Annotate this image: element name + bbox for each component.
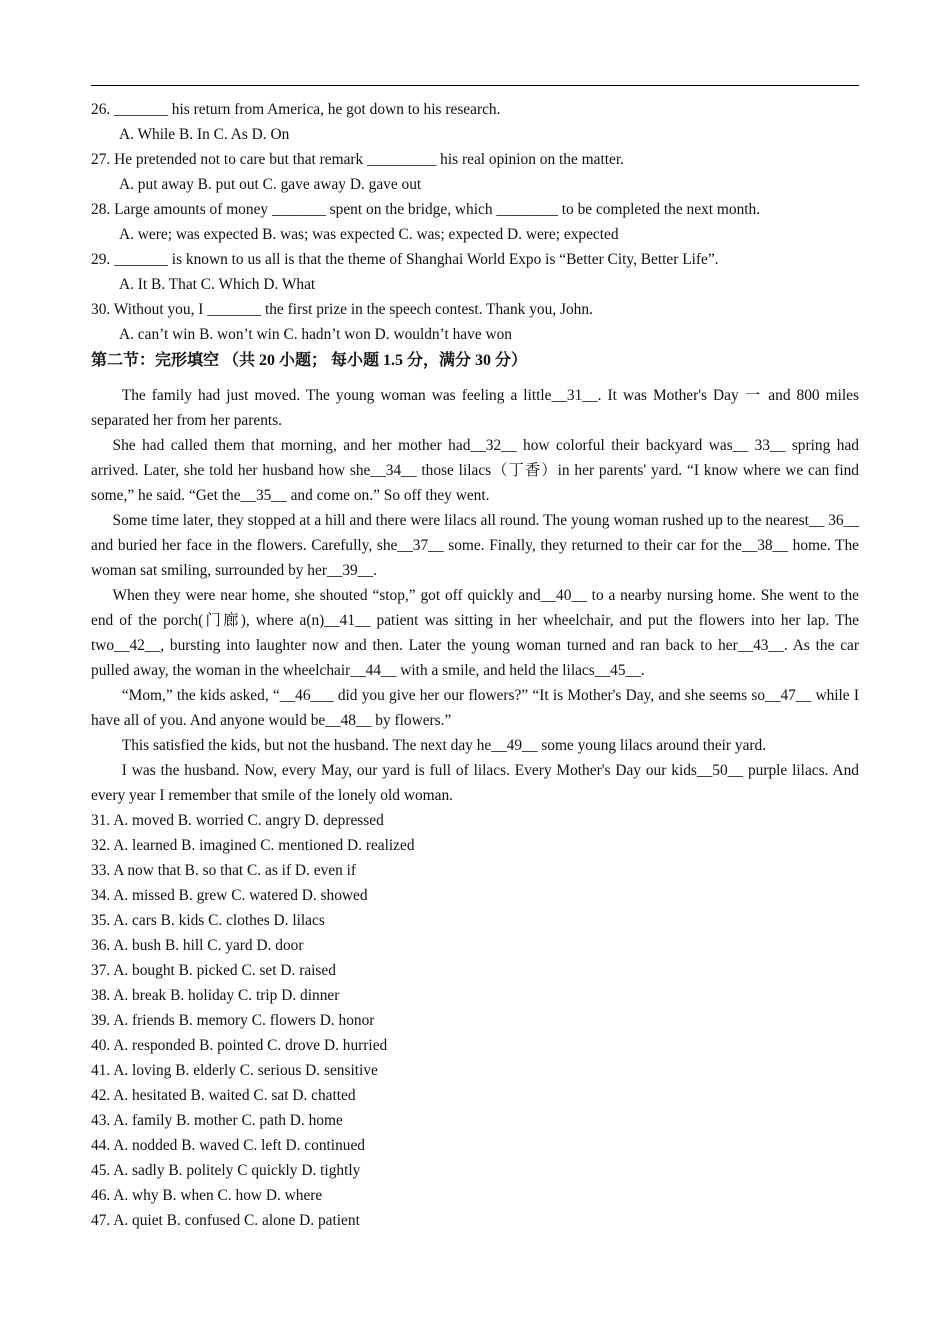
choice-row-32: 32. A. learned B. imagined C. mentioned D. realized bbox=[91, 837, 415, 854]
options-28: A. were; was expected B. was; was expected C. was; expected D. were; expected bbox=[119, 226, 619, 243]
choice-row-42: 42. A. hesitated B. waited C. sat D. chatted bbox=[91, 1087, 356, 1104]
choice-row-36: 36. A. bush B. hill C. yard D. door bbox=[91, 937, 304, 954]
choice-row-41: 41. A. loving B. elderly C. serious D. sensitive bbox=[91, 1062, 378, 1079]
cloze-passage bbox=[91, 383, 859, 808]
choice-row-35: 35. A. cars B. kids C. clothes D. lilacs bbox=[91, 912, 325, 929]
choice-row-44: 44. A. nodded B. waved C. left D. continued bbox=[91, 1137, 365, 1154]
section-heading: 第二节：完形填空 （共 20 小题； 每小题 1.5 分，满分 30 分） bbox=[91, 352, 528, 369]
passage-paragraph: This satisfied the kids, but not the husband. The next day he__49__ some young lilacs around their yard. bbox=[121, 737, 767, 754]
choice-row-40: 40. A. responded B. pointed C. drove D. hurried bbox=[91, 1037, 388, 1054]
question-30: 30. Without you, I _______ the first prize in the speech contest. Thank you, John. bbox=[91, 301, 593, 318]
passage-paragraph: She had called them that morning, and her mother had__32__ how colorful their backyard was__ 33__ spring had arrived. Later, she told her husband how she__34__ those lilacs（丁香）in her parents' yard. “I know where we can find some,” he said. “Get the__35__ and come on.” So off they went. bbox=[91, 437, 859, 504]
choice-row-34: 34. A. missed B. grew C. watered D. showed bbox=[91, 887, 368, 904]
choice-row-37: 37. A. bought B. picked C. set D. raised bbox=[91, 962, 336, 979]
passage-paragraph: The family had just moved. The young woman was feeling a little__31__. It was Mother's Day 一 and 800 miles separated her from her parents. bbox=[91, 387, 859, 429]
question-27: 27. He pretended not to care but that remark _________ his real opinion on the matter. bbox=[91, 151, 624, 168]
options-26: A. While B. In C. As D. On bbox=[119, 126, 290, 143]
choice-row-39: 39. A. friends B. memory C. flowers D. honor bbox=[91, 1012, 375, 1029]
question-29: 29. _______ is known to us all is that the theme of Shanghai World Expo is “Better City, Better Life”. bbox=[91, 251, 719, 268]
passage-paragraph: “Mom,” the kids asked, “__46___ did you give her our flowers?” “It is Mother's Day, and she seems so__47__ while I have all of you. And anyone would be__48__ by flowers.” bbox=[91, 687, 859, 729]
choice-row-46: 46. A. why B. when C. how D. where bbox=[91, 1187, 323, 1204]
choice-row-43: 43. A. family B. mother C. path D. home bbox=[91, 1112, 343, 1129]
options-29: A. It B. That C. Which D. What bbox=[119, 276, 316, 293]
choice-row-45: 45. A. sadly B. politely C quickly D. tightly bbox=[91, 1162, 361, 1179]
question-28: 28. Large amounts of money _______ spent on the bridge, which ________ to be completed the next month. bbox=[91, 201, 761, 218]
choice-row-31: 31. A. moved B. worried C. angry D. depressed bbox=[91, 812, 384, 829]
passage-paragraph: When they were near home, she shouted “stop,” got off quickly and__40__ to a nearby nursing home. She went to the end of the porch(门廊), where a(n)__41__ patient was sitting in her wheelchair, and put the flowers into her lap. The two__42__, bursting into laughter now and then. Later the young woman turned and ran back to her__43__. As the car pulled away, the woman in the wheelchair__44__ with a smile, and held the lilacs__45__. bbox=[91, 587, 859, 679]
header-rule bbox=[91, 85, 859, 86]
cloze-choices bbox=[91, 808, 859, 1233]
options-27: A. put away B. put out C. gave away D. gave out bbox=[119, 176, 422, 193]
options-30: A. can’t win B. won’t win C. hadn’t won D. wouldn’t have won bbox=[119, 326, 513, 343]
question-26: 26. _______ his return from America, he got down to his research. bbox=[91, 101, 501, 118]
choice-row-33: 33. A now that B. so that C. as if D. even if bbox=[91, 862, 357, 879]
choice-row-47: 47. A. quiet B. confused C. alone D. patient bbox=[91, 1212, 360, 1229]
passage-paragraph: Some time later, they stopped at a hill and there were lilacs all round. The young woman rushed up to the nearest__ 36__ and buried her face in the flowers. Carefully, she__37__ some. Finally, they returned to their car for the__38__ home. The woman sat smiling, surrounded by her__39__. bbox=[91, 512, 859, 579]
mcq-section bbox=[91, 97, 859, 347]
choice-row-38: 38. A. break B. holiday C. trip D. dinner bbox=[91, 987, 340, 1004]
passage-paragraph: I was the husband. Now, every May, our yard is full of lilacs. Every Mother's Day our kids__50__ purple lilacs. And every year I remember that smile of the lonely old woman. bbox=[91, 762, 859, 804]
exam-content bbox=[91, 97, 859, 1233]
